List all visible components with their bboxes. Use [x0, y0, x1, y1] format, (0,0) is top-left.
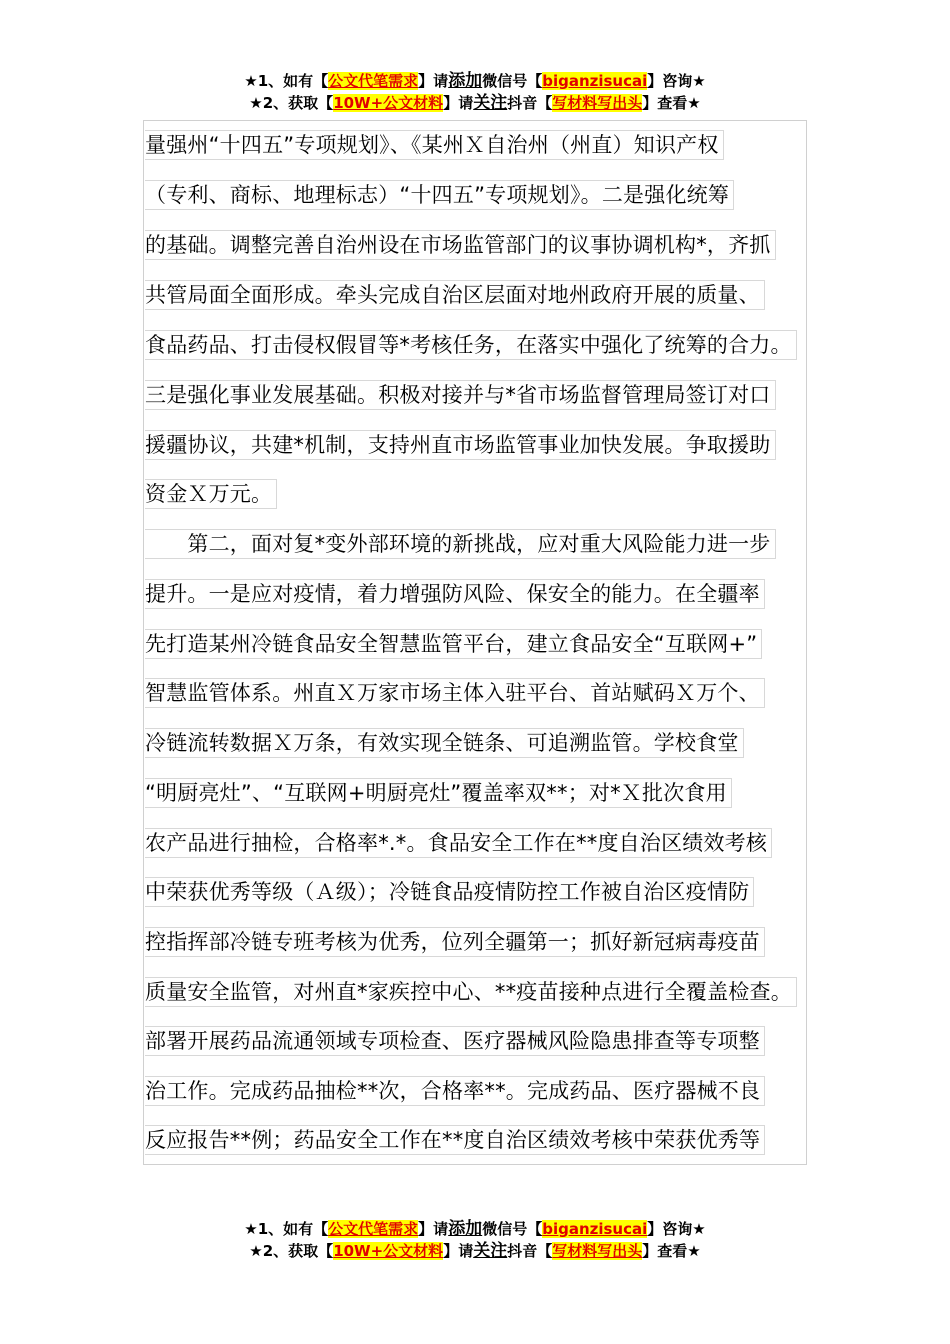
promo-text: 】请 — [443, 94, 474, 112]
body-line: 部署开展药品流通领域专项检查、医疗器械风险隐患排查等专项整 — [145, 1026, 765, 1056]
body-line: 共管局面全面形成。牵头完成自治区层面对地州政府开展的质量、 — [145, 280, 765, 310]
promo-text: 】请 — [443, 1242, 474, 1260]
promo-underline: 添加 — [448, 1219, 483, 1239]
promo-underline: 关注 — [473, 93, 508, 113]
body-line: 量强州“十四五”专项规划》、《某州Ｘ自治州（州直）知识产权 — [145, 130, 724, 160]
promo-text: 抖音【 — [507, 94, 553, 112]
promo-header-top — [0, 70, 950, 114]
body-line: 援疆协议，共建*机制，支持州直市场监管事业加快发展。争取援助 — [145, 430, 776, 460]
promo-text: 】咨询★ — [647, 1220, 706, 1238]
promo-line-2 — [0, 1240, 950, 1262]
body-line: 提升。一是应对疫情，着力增强防风险、保安全的能力。在全疆率 — [145, 579, 765, 609]
body-line: 第二，面对复*变外部环境的新挑战，应对重大风险能力进一步 — [145, 529, 776, 559]
promo-highlight-douyin: 写材料写出头 — [552, 1242, 643, 1260]
promo-line-1 — [0, 1218, 950, 1240]
body-line: 控指挥部冷链专班考核为优秀，位列全疆第一；抓好新冠病毒疫苗 — [145, 927, 765, 957]
promo-line-1 — [0, 70, 950, 92]
body-line: 食品药品、打击侵权假冒等*考核任务，在落实中强化了统筹的合力。 — [145, 330, 797, 360]
body-line: 农产品进行抽检，合格率*.*。食品安全工作在**度自治区绩效考核 — [145, 828, 772, 858]
promo-underline: 关注 — [473, 1241, 508, 1261]
body-line: 冷链流转数据Ｘ万条，有效实现全链条、可追溯监管。学校食堂 — [145, 728, 744, 758]
promo-text: 】查看★ — [642, 94, 701, 112]
promo-text: 】请 — [418, 1220, 449, 1238]
promo-highlight-service: 公文代笔需求 — [328, 1220, 419, 1238]
body-line: 质量安全监管，对州直*家疾控中心、**疫苗接种点进行全覆盖检查。 — [145, 977, 797, 1007]
body-line: 三是强化事业发展基础。积极对接并与*省市场监督管理局签订对口 — [145, 380, 776, 410]
promo-text: 】查看★ — [642, 1242, 701, 1260]
promo-text: 微信号【 — [482, 1220, 543, 1238]
promo-text: ★2、获取【 — [249, 94, 334, 112]
promo-text: ★2、获取【 — [249, 1242, 334, 1260]
body-line: 先打造某州冷链食品安全智慧监管平台，建立食品安全“互联网+” — [145, 629, 762, 659]
promo-text: 】请 — [418, 72, 449, 90]
promo-highlight-materials: 10W+公文材料 — [333, 94, 444, 112]
body-line: “明厨亮灶”、“互联网+明厨亮灶”覆盖率双**；对*Ｘ批次食用 — [145, 778, 732, 808]
promo-text: 】咨询★ — [647, 72, 706, 90]
body-line: 反应报告**例；药品安全工作在**度自治区绩效考核中荣获优秀等 — [145, 1125, 765, 1155]
body-line: 智慧监管体系。州直Ｘ万家市场主体入驻平台、首站赋码Ｘ万个、 — [145, 678, 765, 708]
promo-text: 微信号【 — [482, 72, 543, 90]
promo-highlight-service: 公文代笔需求 — [328, 72, 419, 90]
body-line: （专利、商标、地理标志）“十四五”专项规划》。二是强化统筹 — [145, 180, 734, 210]
promo-text: ★1、如有【 — [244, 1220, 329, 1238]
promo-highlight-materials: 10W+公文材料 — [333, 1242, 444, 1260]
promo-line-2 — [0, 92, 950, 114]
body-line: 的基础。调整完善自治州设在市场监管部门的议事协调机构*，齐抓 — [145, 230, 776, 260]
body-line: 中荣获优秀等级（Ａ级）；冷链食品疫情防控工作被自治区疫情防 — [145, 877, 754, 907]
promo-highlight-wechat: biganzisucai — [542, 1220, 648, 1238]
body-line: 资金Ｘ万元。 — [145, 479, 277, 509]
promo-text: 抖音【 — [507, 1242, 553, 1260]
promo-footer-bottom — [0, 1218, 950, 1262]
promo-text: ★1、如有【 — [244, 72, 329, 90]
promo-highlight-douyin: 写材料写出头 — [552, 94, 643, 112]
body-line: 治工作。完成药品抽检**次，合格率**。完成药品、医疗器械不良 — [145, 1076, 765, 1106]
promo-underline: 添加 — [448, 71, 483, 91]
promo-highlight-wechat: biganzisucai — [542, 72, 648, 90]
